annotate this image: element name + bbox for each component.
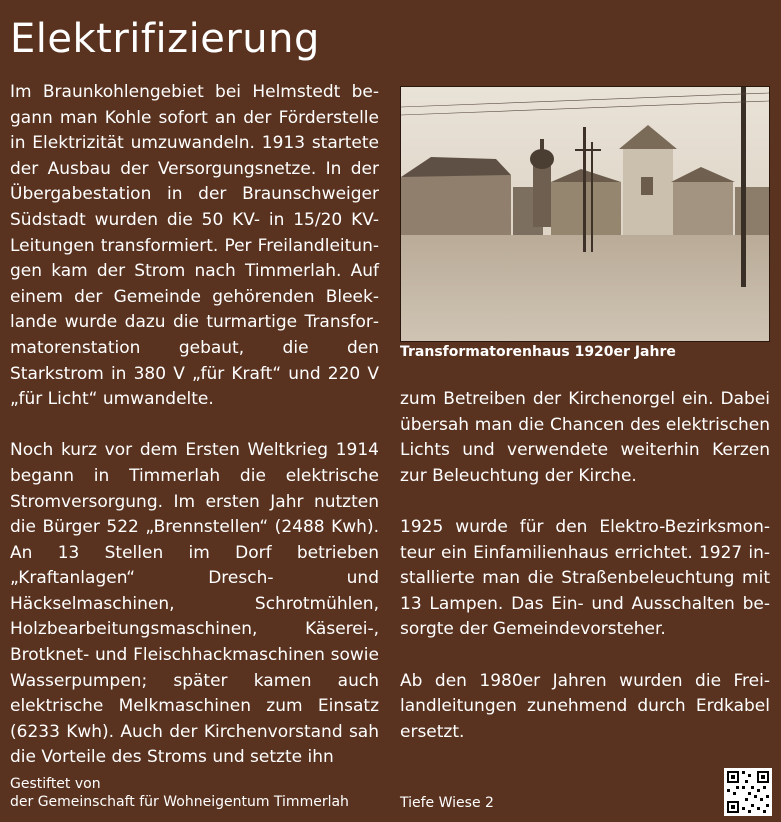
paragraph: zum Betreiben der Kirchenorgel ein. Dabei übersah man die Chancen des elektrischen Lichts und verwendete weiterhin Kerzen zur Beleuchtung der Kirche.	[400, 389, 770, 486]
paragraph: Noch kurz vor dem Ersten Weltkrieg 1914 begann in Timmerlah die elektrische Stromversorgung. Im ersten Jahr nutzten die Bürger 522 „Brennstellen“ (2488 Kwh). An 13 Stellen im Dorf betrieben „Kraftanlagen“ Dresch- und Häckselmaschinen, Schrotmühlen, Holzbearbeitungsmaschinen, Käserei-, Brotknet- und Fleischhackmaschinen sowie Wasserpumpen; später kamen auch elektrische Melkmaschinen zum Einsatz (6233 Kwh). Auch der Kirchenvorstand sah die Vorteile des Stroms und setzte ihn	[10, 440, 379, 768]
page-title: Elektrifizierung	[10, 16, 320, 62]
sponsor-credit	[10, 775, 349, 811]
paragraph: Im Braunkohlengebiet bei Helmstedt begann man Kohle sofort an der Förderstelle in Elektrizität umzuwandeln. 1913 startete der Ausbau der Versorgungsnetze. In der Übergabestation in der Braunschweiger Südstadt wurden die 50 KV- in 15/20 KV-Leitungen transformiert. Per Freilandleitungen kam der Strom nach Timmerlah. Auf einem der Gemeinde gehörenden Bleeklande wurde dazu die turmartige Transformatorenstation gebaut, die den Starkstrom in 380 V „für Kraft“ und 220 V „für Licht“ umwandelte.	[10, 82, 379, 410]
left-text-column	[10, 80, 379, 771]
sponsor-line: Gestiftet von	[10, 776, 101, 792]
location-label: Tiefe Wiese 2	[400, 795, 494, 811]
paragraph: Ab den 1980er Jahren wurden die Freilandleitungen zunehmend durch Erdkabel ersetzt.	[400, 670, 770, 742]
paragraph: 1925 wurde für den Elektro-Bezirksmonteur ein Einfamilienhaus errichtet. 1927 installierte man die Straßenbeleuchtung mit 13 Lampen. Das Ein- und Ausschalten besorgte der Gemeindevorsteher.	[400, 516, 770, 640]
photo-caption: Transformatorenhaus 1920er Jahre	[400, 344, 676, 360]
historic-photo	[400, 86, 770, 342]
sponsor-line: der Gemeinschaft für Wohneigentum Timmerlah	[10, 794, 349, 810]
qr-code-icon[interactable]	[724, 768, 772, 816]
right-text-column	[400, 387, 770, 745]
